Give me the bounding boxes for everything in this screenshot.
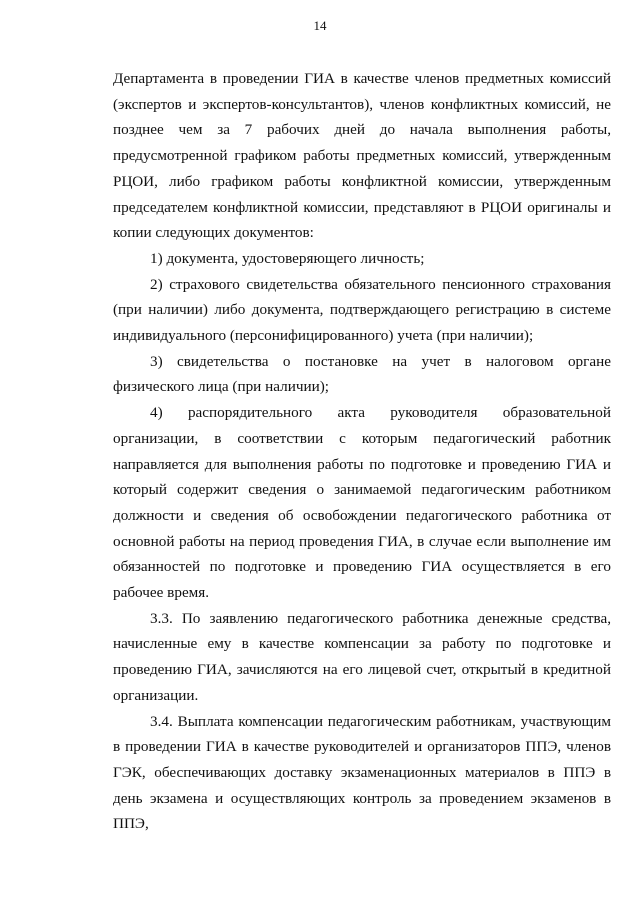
document-body [113,66,611,837]
list-item-1: 1) документа, удостоверяющего личность; [150,249,425,267]
page-number: 14 [313,18,327,33]
list-item-4: 4) распорядительного акта руководителя образовательной организации, в соответствии с которым педагогический работник направляется для выполнения работы по подготовке и проведению ГИА и который содержит сведения о занимаемой педагогическим работником должности и сведения об освобождении педагогического работника от основной работы на период проведения ГИА, в случае если выполнение им обязанностей по подготовке и проведению ГИА осуществляется в его рабочее время. [113,404,611,602]
list-item-2: 2) страхового свидетельства обязательного пенсионного страхования (при наличии) либо документа, подтверждающего регистрацию в системе индивидуального (персонифицированного) учета (при наличии); [113,275,611,345]
clause-3-3: 3.3. По заявлению педагогического работника денежные средства, начисленные ему в качестве компенсации за работу по подготовке и проведению ГИА, зачисляются на его лицевой счет, открытый в кредитной организации. [113,609,611,704]
list-item-3: 3) свидетельства о постановке на учет в налоговом органе физического лица (при наличии); [113,352,611,396]
paragraph-continuation: Департамента в проведении ГИА в качестве членов предметных комиссий (экспертов и экспертов-консультантов), членов конфликтных комиссий, не позднее чем за 7 рабочих дней до начала выполнения работы, предусмотренной графиком работы предметных комиссий, утвержденным РЦОИ, либо графиком работы конфликтной комиссии, утвержденным председателем конфликтной комиссии, представляют в РЦОИ оригиналы и копии следующих документов: [113,70,611,242]
clause-3-4: 3.4. Выплата компенсации педагогическим работникам, участвующим в проведении ГИА в качестве руководителей и организаторов ППЭ, членов ГЭК, обеспечивающих доставку экзаменационных материалов в ППЭ в день экзамена и осуществляющих контроль за проведением экзаменов в ППЭ, [113,712,611,833]
